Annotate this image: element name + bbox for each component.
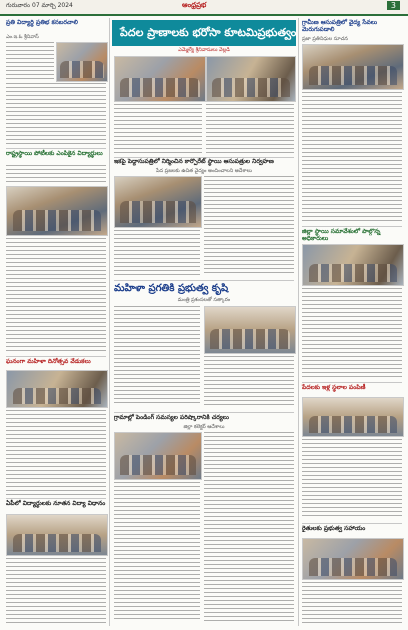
lead-photo — [114, 56, 206, 102]
article-text — [6, 558, 106, 624]
column-divider — [298, 18, 299, 626]
article-photo — [302, 44, 404, 90]
right-story3-headline: పేదలకు ఇళ్ల స్థలాల పంపిణీ — [302, 384, 366, 391]
article-text — [114, 482, 200, 622]
left-story1-headline: ప్రతి విద్యార్థి ప్రతిభ కనబరచాలి — [6, 19, 78, 26]
right-story1-subline: ప్రజా ప్రతినిధుల సూచన — [302, 36, 348, 42]
right-story2-headline: జిల్లా స్థాయి సమావేశంలో పాల్గొన్న అధికారులు — [302, 228, 381, 242]
article-photo — [6, 514, 108, 556]
center-story4-headline: గ్రామాల్లో పెండింగ్ సమస్యల పరిష్కారానికి చర్యలు — [114, 414, 229, 421]
article-text — [206, 104, 294, 154]
issue-date: గురువారం 07 మార్చి 2024 — [6, 2, 73, 9]
story-divider — [302, 382, 402, 383]
article-text — [302, 92, 402, 222]
article-text — [204, 356, 294, 406]
right-story4-headline: రైతులకు ప్రభుత్వ సహాయం — [302, 525, 366, 532]
article-photo — [302, 538, 404, 580]
left-story1-subline: ఎం.ఇ.ఓ శ్రీనివాస్ — [6, 34, 39, 40]
story-divider — [6, 498, 106, 499]
article-photo — [6, 186, 108, 236]
page-number: 3 — [387, 1, 400, 10]
center-story2-headline: ఇకపై పెద్దాసుపత్రిలో నిర్మించిన కార్పొరేట్ స్థాయి ఆసుపత్రుల నిర్వహణ — [114, 158, 274, 165]
center-story3-headline: మహిళా ప్రగతికి ప్రభుత్వ కృషి — [114, 283, 229, 294]
story-divider — [6, 356, 106, 357]
article-text — [6, 410, 106, 495]
masthead — [0, 0, 408, 16]
article-text — [302, 439, 402, 519]
lead-story-banner — [112, 20, 296, 46]
lead-byline: ఎమ్మెల్యే శ్రీనివాసులు వెల్లడి — [178, 47, 230, 53]
article-text — [6, 83, 106, 145]
lead-headline: పేదల ప్రాణాలకు భరోసా కూటమిప్రభుత్వం — [120, 26, 297, 39]
article-text — [204, 176, 294, 276]
center-story4-subline: జిల్లా కలెక్టర్ ఆదేశాలు — [183, 424, 225, 430]
story-divider — [114, 280, 294, 281]
lead-photo — [206, 56, 296, 102]
article-text — [6, 165, 106, 183]
story-divider — [302, 226, 402, 227]
right-story1-headline: గ్రామీణ ఆసుపత్రిలో వైద్య సేవలు మెరుగుపడాలి — [302, 19, 378, 33]
article-photo — [6, 370, 108, 408]
article-text — [6, 42, 54, 80]
center-story2-subline: పేద ప్రజలకు ఉచిత వైద్యం అందించాలని ఆదేశాలు — [156, 168, 252, 174]
left-story3-headline: ఘనంగా మహిళా దినోత్సవ వేడుకలు — [6, 358, 91, 365]
article-text — [114, 306, 200, 406]
story-divider — [114, 412, 294, 413]
article-photo — [302, 397, 404, 437]
left-story4-headline: ఏపీలో విద్యార్థులకు నూతన విద్యా విధానం — [6, 500, 106, 507]
column-divider — [109, 18, 110, 626]
article-photo — [114, 176, 202, 228]
center-story3-subline: మంత్రి ప్రశంసలతో సత్కారం — [177, 297, 231, 303]
article-photo — [204, 306, 296, 354]
article-text — [204, 432, 294, 622]
article-photo — [114, 432, 202, 480]
article-text — [302, 288, 402, 378]
article-photo — [56, 42, 108, 82]
article-text — [6, 238, 106, 353]
article-photo — [302, 244, 404, 286]
paper-name: ఆంధ్రప్రభ — [182, 1, 207, 9]
story-divider — [302, 523, 402, 524]
left-story2-headline: రాష్ట్రస్థాయి పోటీలకు ఎంపికైన విద్యార్థులు — [6, 150, 103, 157]
article-text — [114, 104, 202, 154]
story-divider — [6, 148, 106, 149]
article-text — [302, 582, 402, 624]
article-text — [114, 230, 200, 276]
